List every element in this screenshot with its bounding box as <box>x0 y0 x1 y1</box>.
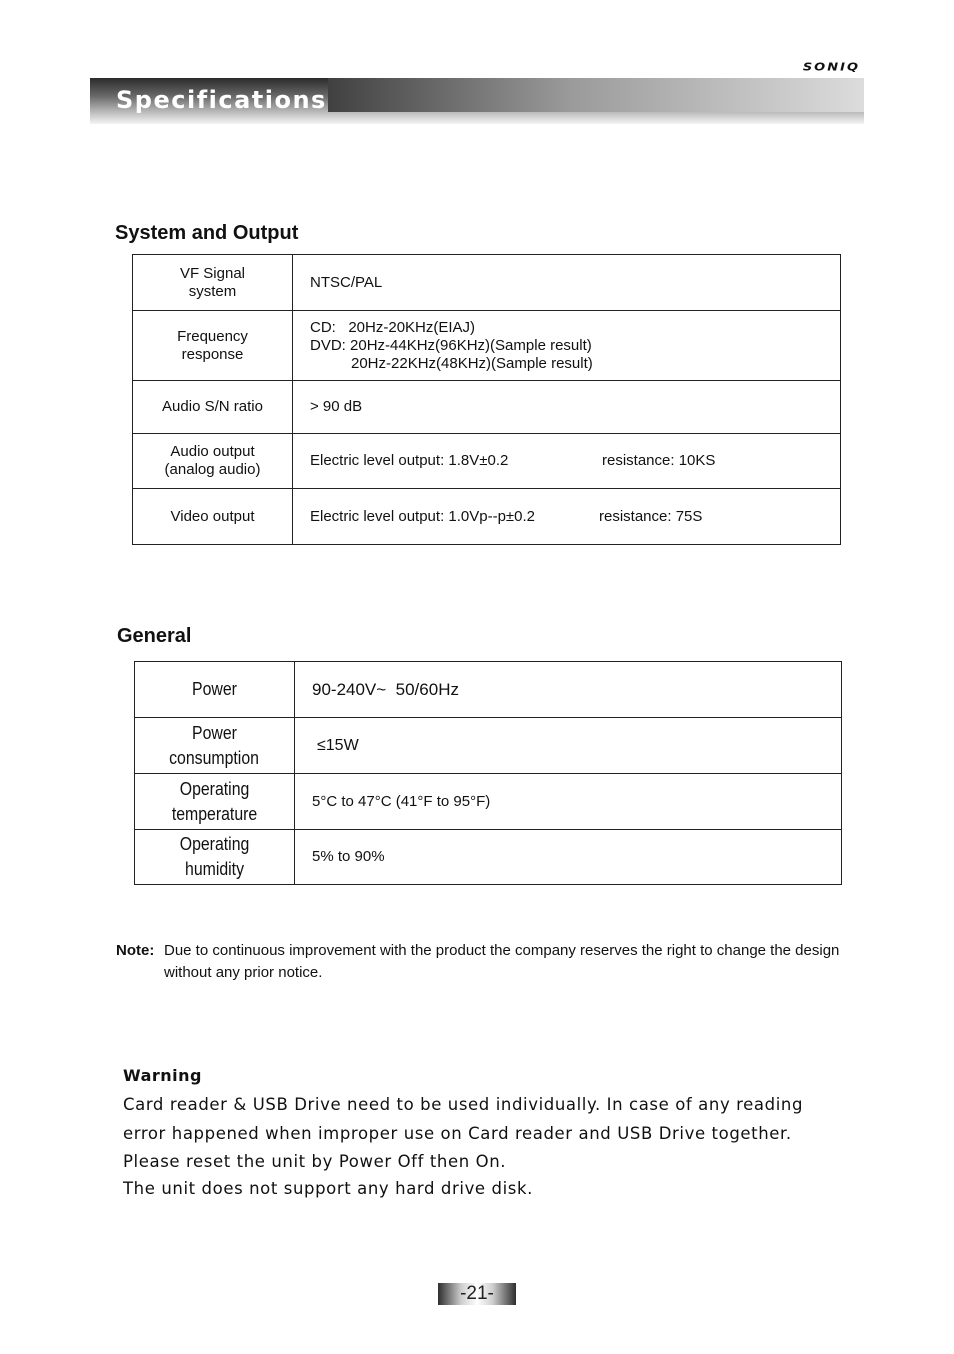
row-value: NTSC/PAL <box>293 255 841 311</box>
row-label: Operating temperature <box>135 774 295 830</box>
table-row <box>135 830 842 885</box>
section-title-general: General <box>117 625 192 647</box>
row-label: Power <box>135 662 295 718</box>
note-text: Due to continuous improvement with the product the company reserves the right to change the design without any prior notice. <box>164 942 840 981</box>
row-label: Power consumption <box>135 718 295 774</box>
page-title: Specifications <box>116 86 327 114</box>
warning-line: error happened when improper use on Card reader and USB Drive together. <box>123 1123 792 1143</box>
row-label: Audio S/N ratio <box>133 381 293 434</box>
warning-line: Please reset the unit by Power Off then On. <box>123 1152 507 1171</box>
warning-line: The unit does not support any hard drive disk. <box>123 1178 533 1198</box>
row-label: Operating humidity <box>135 830 295 885</box>
table-row <box>133 311 841 381</box>
table-row <box>133 255 841 311</box>
row-value: CD: 20Hz-20KHz(EIAJ) DVD: 20Hz-44KHz(96KHz)(Sample result) 20Hz-22KHz(48KHz)(Sample result) <box>293 311 841 381</box>
general-table <box>134 661 842 885</box>
row-value: 5°C to 47°C (41°F to 95°F) <box>295 774 842 830</box>
page-number: -21- <box>438 1283 516 1305</box>
section-title-system-output: System and Output <box>115 222 299 244</box>
table-row <box>133 434 841 489</box>
note <box>116 940 856 984</box>
row-label: Video output <box>133 489 293 545</box>
row-value: 90-240V~ 50/60Hz <box>295 662 842 718</box>
brand-logo: SONIQ <box>802 61 860 74</box>
row-value: > 90 dB <box>293 381 841 434</box>
table-row <box>135 662 842 718</box>
row-value: Electric level output: 1.0Vp--p±0.2 resistance: 75S <box>293 489 841 545</box>
table-row <box>133 381 841 434</box>
row-value: ≤15W <box>295 718 842 774</box>
table-row <box>135 774 842 830</box>
note-label: Note: <box>116 942 155 959</box>
system-output-table <box>132 254 841 545</box>
row-label: Audio output (analog audio) <box>133 434 293 489</box>
warning-title: Warning <box>123 1066 202 1085</box>
row-label: Frequency response <box>133 311 293 381</box>
row-value: 5% to 90% <box>295 830 842 885</box>
table-row <box>135 718 842 774</box>
table-row <box>133 489 841 545</box>
warning-line: Card reader & USB Drive need to be used individually. In case of any reading <box>123 1095 804 1114</box>
row-label: VF Signal system <box>133 255 293 311</box>
row-value: Electric level output: 1.8V±0.2 resistance: 10KS <box>293 434 841 489</box>
warning-section <box>123 1066 843 1201</box>
